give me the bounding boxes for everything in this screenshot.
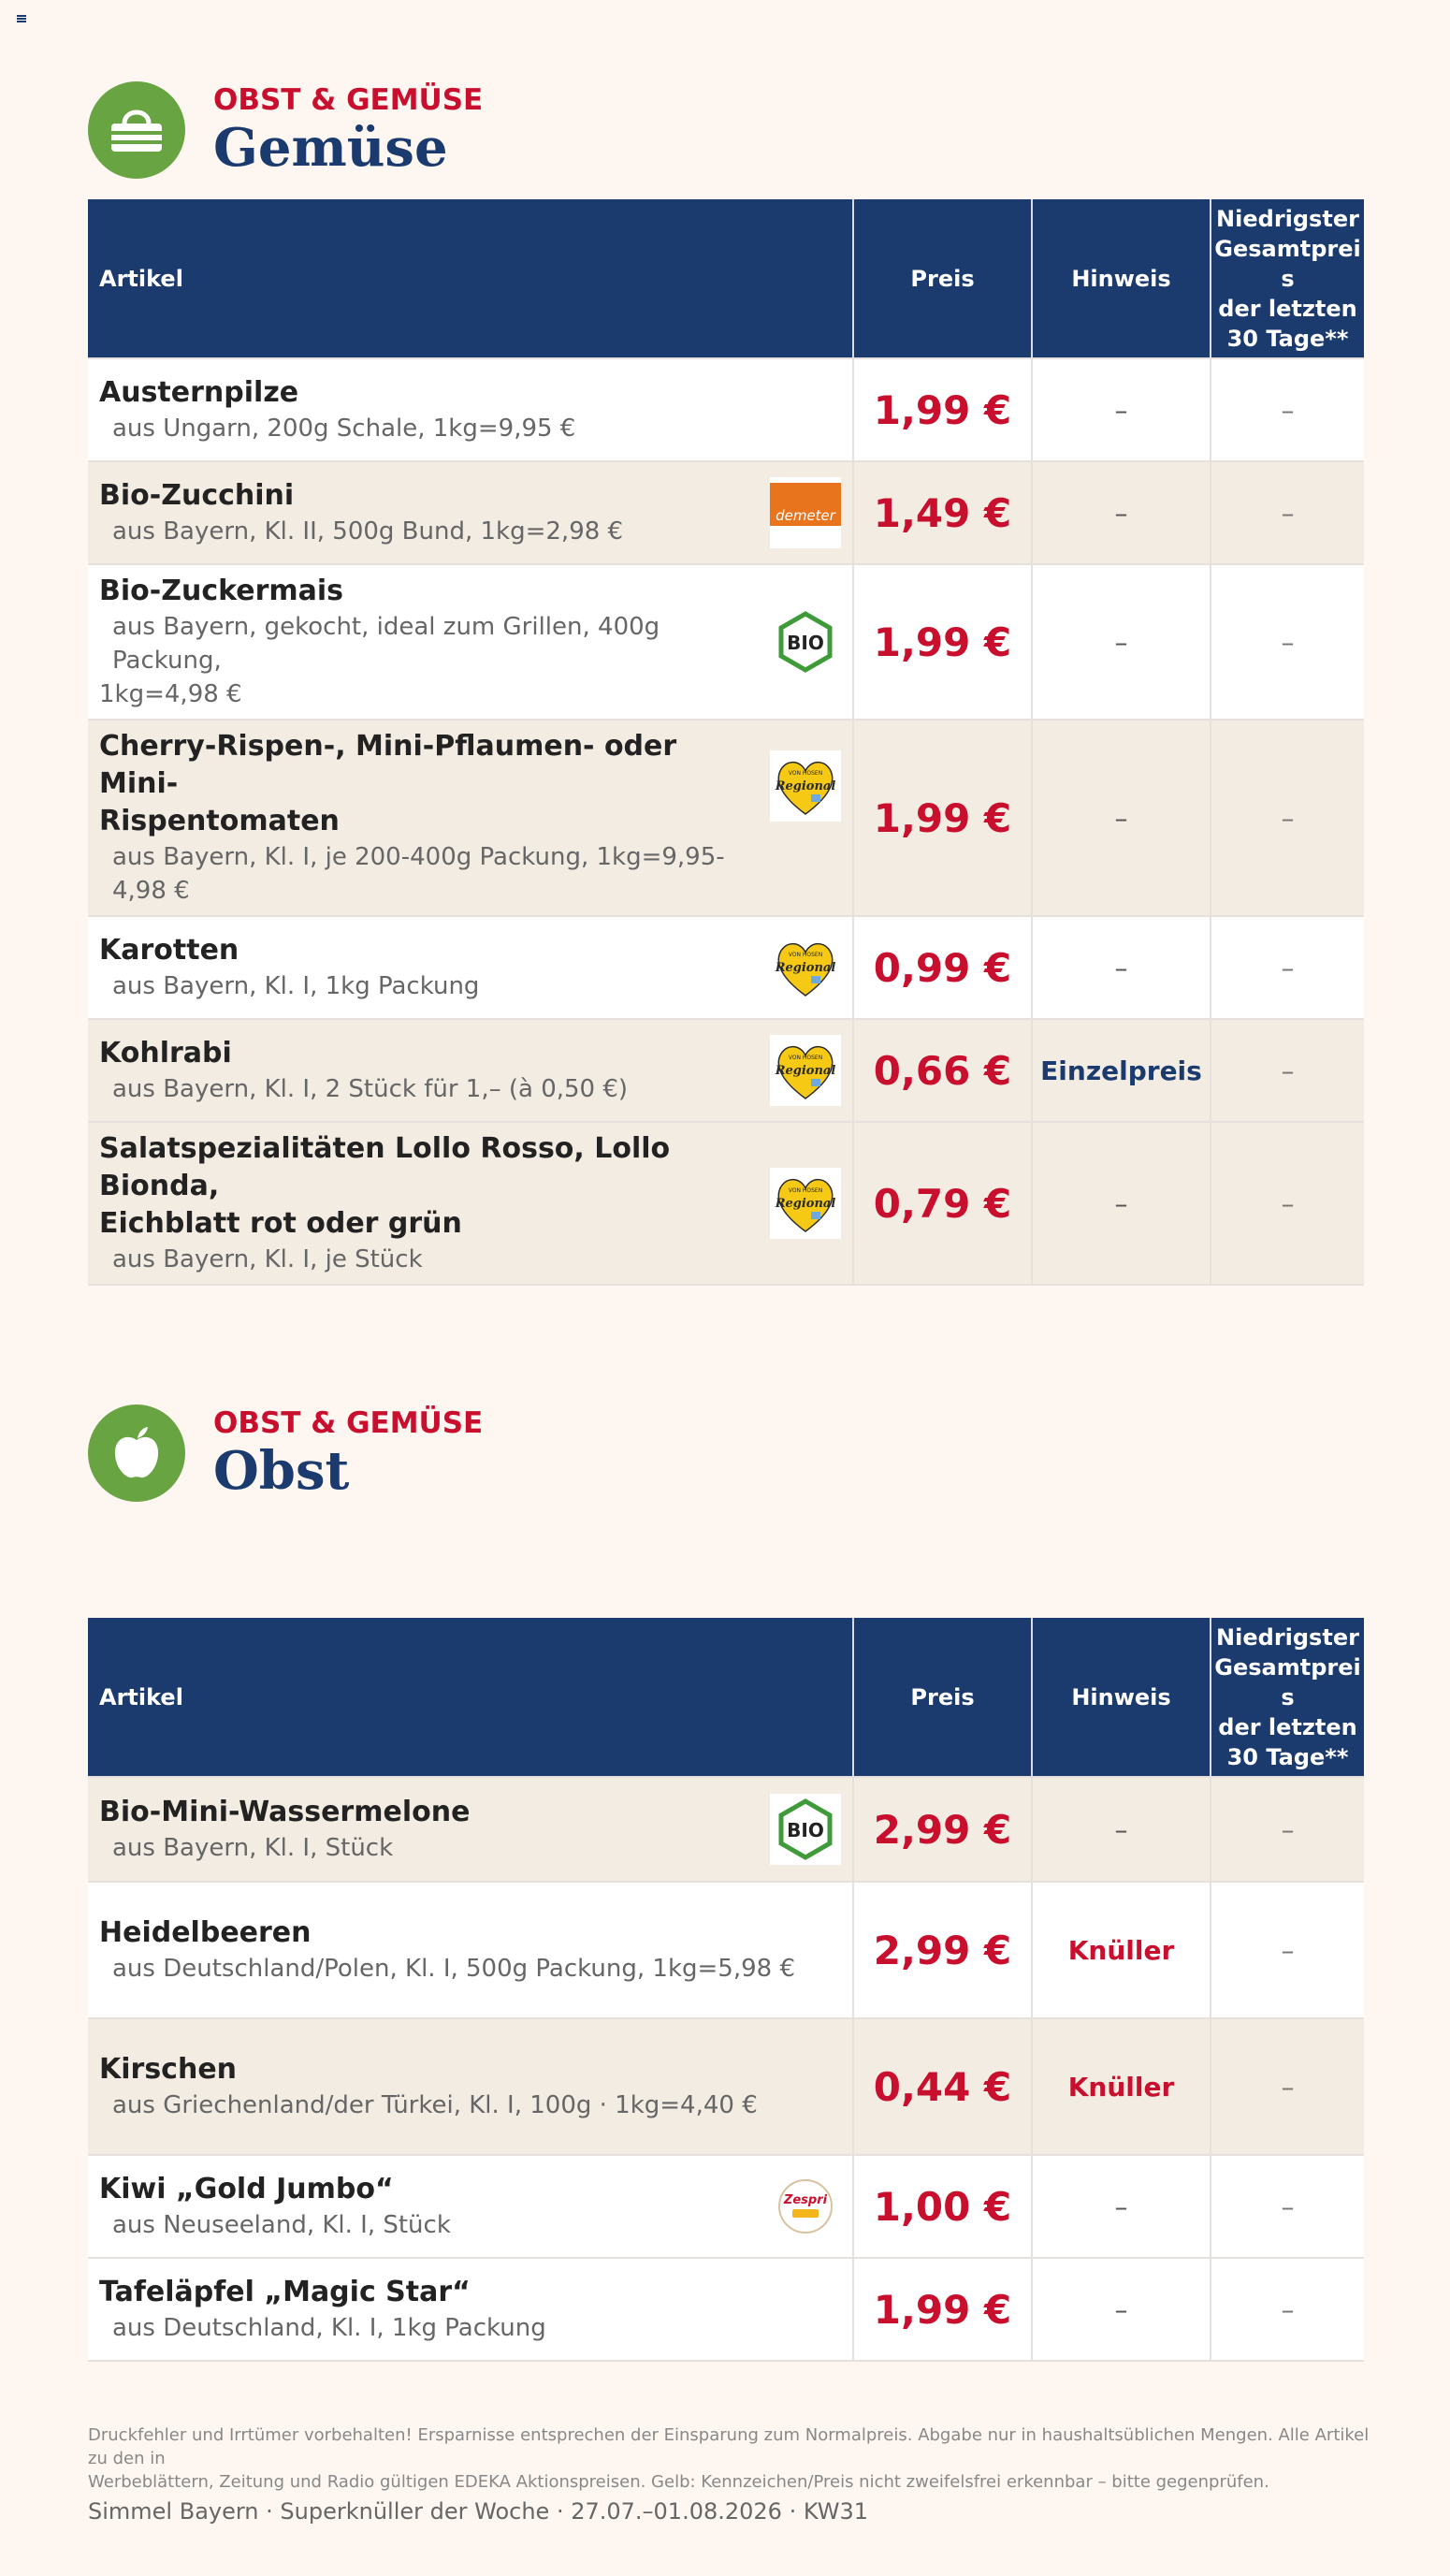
- item-hint: –: [1032, 916, 1211, 1019]
- item-price: 0,44 €: [853, 2018, 1032, 2155]
- item-lowest-price: –: [1211, 1777, 1364, 1882]
- table-row[interactable]: [88, 358, 1364, 461]
- item-lowest-price: –: [1211, 461, 1364, 564]
- table-row[interactable]: [88, 2258, 1364, 2361]
- item-name: Kohlrabi: [99, 1037, 232, 1070]
- item-hint: –: [1032, 1122, 1211, 1285]
- item-lowest-price: –: [1211, 2018, 1364, 2155]
- item-hint: –: [1032, 358, 1211, 461]
- header-hinweis: Hinweis: [1032, 1618, 1211, 1777]
- item-name-cont: Rispentomaten: [99, 805, 340, 837]
- item-lowest-price: –: [1211, 2155, 1364, 2258]
- regional-heart-icon: [770, 1035, 841, 1106]
- demeter-logo-icon: [770, 477, 841, 548]
- svg-text:Regional: Regional: [775, 1064, 836, 1078]
- item-desc-cont: 1kg=4,98 €: [99, 680, 242, 708]
- item-lowest-price: –: [1211, 720, 1364, 916]
- menu-icon[interactable]: [17, 15, 26, 22]
- item-hint: –: [1032, 720, 1211, 916]
- item-name: Austernpilze: [99, 376, 299, 409]
- svg-text:VON HOSEN: VON HOSEN: [788, 770, 823, 777]
- legal-notice: Druckfehler und Irrtümer vorbehalten! Ersparnisse entsprechen der Einsparung zum Normalpreis. Abgabe nur in haushaltsüblichen Mengen. Alle Artikel zu den in: [88, 2425, 1370, 2468]
- item-name: Heidelbeeren: [99, 1916, 312, 1949]
- item-desc: aus Deutschland/Polen, Kl. I, 500g Packung, 1kg=5,98 €: [112, 1955, 795, 1983]
- section-kicker: OBST & GEMÜSE: [213, 1406, 484, 1440]
- zespri-logo-icon: [770, 2171, 841, 2242]
- item-desc: aus Bayern, Kl. I, Stück: [112, 1834, 394, 1862]
- section-title: Gemüse: [213, 117, 448, 179]
- item-hint: Einzelpreis: [1032, 1019, 1211, 1122]
- item-desc: aus Neuseeland, Kl. I, Stück: [112, 2211, 451, 2239]
- section-title: Obst: [213, 1440, 350, 1502]
- svg-text:Zespri: Zespri: [783, 2193, 828, 2207]
- item-price: 1,49 €: [853, 461, 1032, 564]
- section-header-gemuese: [88, 79, 483, 182]
- item-hint: Knüller: [1032, 1882, 1211, 2018]
- item-price: 1,00 €: [853, 2155, 1032, 2258]
- item-lowest-price: –: [1211, 1882, 1364, 2018]
- table-row[interactable]: [88, 916, 1364, 1019]
- item-name: Tafeläpfel „Magic Star“: [99, 2276, 471, 2308]
- item-price: 0,99 €: [853, 916, 1032, 1019]
- item-name: Bio-Mini-Wassermelone: [99, 1796, 471, 1828]
- table-row[interactable]: [88, 1019, 1364, 1122]
- svg-text:BIO: BIO: [787, 1819, 824, 1841]
- item-desc: aus Bayern, gekocht, ideal zum Grillen, 400g Packung,: [112, 613, 660, 675]
- item-name-cont: Eichblatt rot oder grün: [99, 1207, 462, 1240]
- header-niedrigster: Niedrigster Gesamtprei s der letzten 30 Tage**: [1211, 1618, 1364, 1777]
- svg-text:BIO: BIO: [787, 632, 824, 654]
- item-price: 0,66 €: [853, 1019, 1032, 1122]
- svg-text:VON HOSEN: VON HOSEN: [788, 952, 823, 958]
- item-desc: aus Griechenland/der Türkei, Kl. I, 100g · 1kg=4,40 €: [112, 2091, 758, 2119]
- apple-icon: [88, 1404, 185, 1502]
- section-kicker: OBST & GEMÜSE: [213, 83, 484, 117]
- item-hint: –: [1032, 2258, 1211, 2361]
- section-header-obst: [88, 1402, 483, 1505]
- item-desc: aus Bayern, Kl. I, je 200-400g Packung, 1kg=9,95-4,98 €: [112, 843, 725, 905]
- table-row[interactable]: [88, 2155, 1364, 2258]
- header-artikel: Artikel: [88, 199, 853, 358]
- table-row[interactable]: [88, 564, 1364, 720]
- table-row[interactable]: [88, 1882, 1364, 2018]
- item-name: Salatspezialitäten Lollo Rosso, Lollo Bionda,: [99, 1132, 671, 1202]
- item-desc: aus Bayern, Kl. II, 500g Bund, 1kg=2,98 €: [112, 517, 624, 546]
- header-preis: Preis: [853, 1618, 1032, 1777]
- item-name: Kirschen: [99, 2053, 238, 2086]
- item-name: Kiwi „Gold Jumbo“: [99, 2173, 394, 2205]
- shopping-basket-icon: [88, 81, 185, 179]
- item-desc: aus Bayern, Kl. I, 1kg Packung: [112, 972, 480, 1000]
- svg-text:VON HOSEN: VON HOSEN: [788, 1187, 823, 1194]
- item-name: Karotten: [99, 934, 239, 967]
- footer: [88, 2423, 1379, 2527]
- item-hint: Knüller: [1032, 2018, 1211, 2155]
- item-desc: aus Bayern, Kl. I, 2 Stück für 1,– (à 0,50 €): [112, 1075, 629, 1103]
- bio-seal-icon: [770, 606, 841, 677]
- item-hint: –: [1032, 564, 1211, 720]
- header-preis: Preis: [853, 199, 1032, 358]
- svg-text:demeter: demeter: [776, 507, 835, 524]
- svg-text:VON HOSEN: VON HOSEN: [788, 1055, 823, 1061]
- svg-text:Regional: Regional: [775, 961, 836, 975]
- item-lowest-price: –: [1211, 1122, 1364, 1285]
- svg-text:Regional: Regional: [775, 779, 836, 793]
- item-lowest-price: –: [1211, 1019, 1364, 1122]
- header-niedrigster: Niedrigster Gesamtprei s der letzten 30 Tage**: [1211, 199, 1364, 358]
- table-row[interactable]: [88, 2018, 1364, 2155]
- header-artikel: Artikel: [88, 1618, 853, 1777]
- item-price: 2,99 €: [853, 1882, 1032, 2018]
- item-lowest-price: –: [1211, 916, 1364, 1019]
- header-hinweis: Hinweis: [1032, 199, 1211, 358]
- regional-heart-icon: [770, 932, 841, 1003]
- item-price: 2,99 €: [853, 1777, 1032, 1882]
- item-name: Bio-Zucchini: [99, 479, 295, 512]
- regional-heart-icon: [770, 750, 841, 822]
- item-hint: –: [1032, 461, 1211, 564]
- item-name: Cherry-Rispen-, Mini-Pflaumen- oder Mini-: [99, 730, 677, 800]
- table-row[interactable]: [88, 1122, 1364, 1285]
- item-desc: aus Ungarn, 200g Schale, 1kg=9,95 €: [112, 415, 576, 443]
- table-row[interactable]: [88, 720, 1364, 916]
- svg-text:Regional: Regional: [775, 1197, 836, 1211]
- item-lowest-price: –: [1211, 2258, 1364, 2361]
- issue-line: Simmel Bayern · Superknüller der Woche · 27.07.–01.08.2026 · KW31: [88, 2498, 868, 2525]
- item-price: 1,99 €: [853, 720, 1032, 916]
- legal-notice-cont: Werbeblättern, Zeitung und Radio gültigen EDEKA Aktionspreisen. Gelb: Kennzeichen/Preis nicht zweifelsfrei erkennbar – bitte gegenprüfen.: [88, 2472, 1269, 2492]
- table-row[interactable]: [88, 1777, 1364, 1882]
- item-name: Bio-Zuckermais: [99, 575, 344, 607]
- item-price: 0,79 €: [853, 1122, 1032, 1285]
- price-table-gemuese: [88, 199, 1364, 1286]
- item-lowest-price: –: [1211, 358, 1364, 461]
- item-price: 1,99 €: [853, 358, 1032, 461]
- item-price: 1,99 €: [853, 2258, 1032, 2361]
- price-table-obst: [88, 1618, 1364, 2362]
- item-hint: –: [1032, 2155, 1211, 2258]
- bio-seal-icon: [770, 1794, 841, 1865]
- item-desc: aus Bayern, Kl. I, je Stück: [112, 1245, 423, 1273]
- item-hint: –: [1032, 1777, 1211, 1882]
- item-lowest-price: –: [1211, 564, 1364, 720]
- item-desc: aus Deutschland, Kl. I, 1kg Packung: [112, 2314, 546, 2342]
- regional-heart-icon: [770, 1168, 841, 1239]
- table-row[interactable]: [88, 461, 1364, 564]
- item-price: 1,99 €: [853, 564, 1032, 720]
